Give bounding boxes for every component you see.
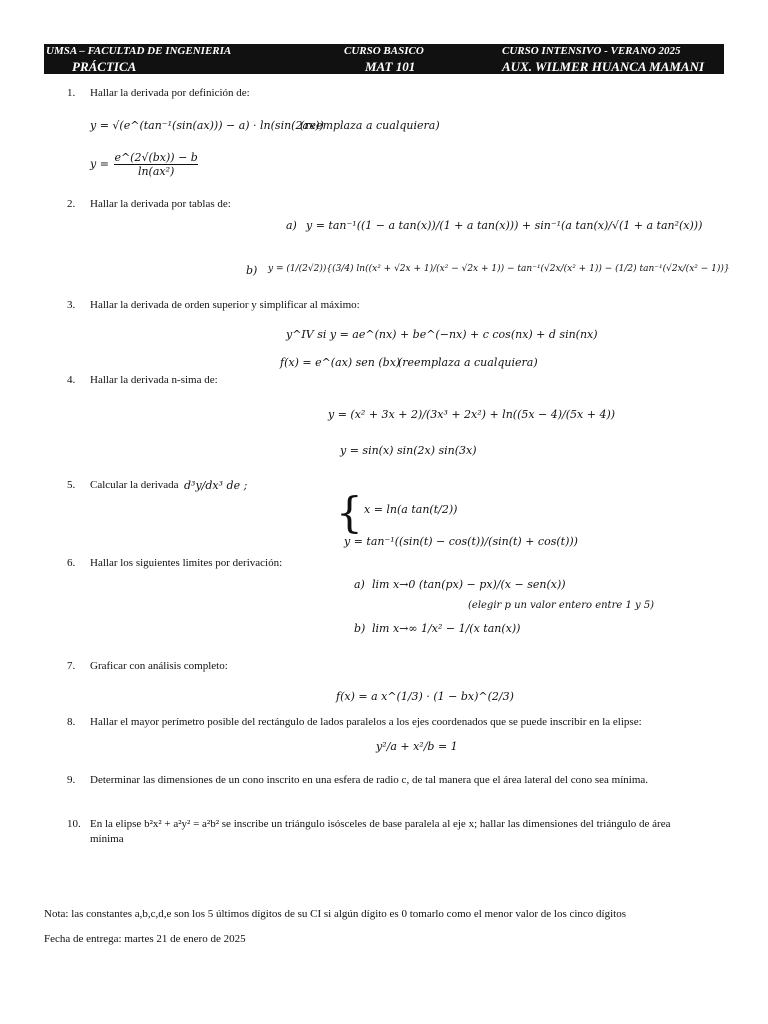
header-faculty: UMSA – FACULTAD DE INGENIERIA [46,45,232,57]
math-p6b-label: b) [354,622,366,635]
problem-number: 10. [67,818,81,830]
problem-number: 8. [67,716,76,728]
problem-statement: Hallar la derivada por definición de: [90,87,250,99]
problem-number: 5. [67,479,76,491]
math-p6a-note: (elegir p un valor entero entre 1 y 5) [468,600,655,611]
math-p4a: y = (x² + 3x + 2)/(3x³ + 2x²) + ln((5x − 4)/(5x + 4)) [328,408,616,421]
header-term: CURSO INTENSIVO - VERANO 2025 [502,45,681,57]
header-practica: PRÁCTICA [72,59,137,74]
problem-number: 3. [67,299,76,311]
math-p2a: y = tan⁻¹((1 − a tan(x))/(1 + a tan(x))) + sin⁻¹(a tan(x)/√(1 + a tan²(x))) [306,219,703,232]
header-course-code: MAT 101 [365,59,416,74]
math-p6a-label: a) [354,578,365,591]
math-p1b-fraction [114,151,197,178]
problem-statement: Hallar los siguientes limites por derivación: [90,557,283,569]
math-p2b-label: b) [246,264,258,277]
problem-number: 2. [67,198,76,210]
problem-statement: Hallar la derivada por tablas de: [90,198,231,210]
problem-statement: Graficar con análisis completo: [90,660,228,672]
math-p1a-note: (reemplaza a cualquiera) [300,119,440,132]
problem-number: 4. [67,374,76,386]
problem-number: 9. [67,774,76,786]
problem-statement-continuation: mínima [90,833,124,845]
math-p8: y²/a + x²/b = 1 [376,740,458,753]
problem-number: 1. [67,87,76,99]
problem-number: 7. [67,660,76,672]
math-p5b: y = tan⁻¹((sin(t) − cos(t))/(sin(t) + cos(t))) [344,535,578,548]
problem-statement: Hallar la derivada n-sima de: [90,374,218,386]
math-p1b-lhs: y = [90,157,109,171]
math-p1b-denominator: ln(ax²) [114,164,197,178]
footer-due-date: Fecha de entrega: martes 21 de enero de 2025 [44,933,246,945]
math-p3b: f(x) = e^(ax) sen (bx) [280,356,401,369]
header-author: AUX. WILMER HUANCA MAMANI [502,59,705,74]
math-p6b: lim x→∞ 1/x² − 1/(x tan(x)) [372,622,521,635]
system-brace: { [336,488,363,537]
problem-statement: Hallar la derivada de orden superior y simplificar al máximo: [90,299,360,311]
math-p3a: y^IV si y = ae^(nx) + be^(−nx) + c cos(nx) + d sin(nx) [286,328,598,341]
math-p3b-note: (reemplaza a cualquiera) [398,356,538,369]
footer-note: Nota: las constantes a,b,c,d,e son los 5 últimos dígitos de su CI si algún dígito es 0 tomarlo como el menor valor de los cinco dígitos [44,908,627,920]
math-p1b-numerator: e^(2√(bx)) − b [114,151,198,164]
math-p1a: y = √(e^(tan⁻¹(sin(ax))) − a) · ln(sin(2ax)) [90,119,324,132]
problem-statement: Determinar las dimensiones de un cono inscrito en una esfera de radio c, de tal manera que el área lateral del cono sea mínima. [90,774,649,786]
problem-statement: Hallar el mayor perímetro posible del rectángulo de lados paralelos a los ejes coordenados que se puede inscribir en la elipse: [90,716,642,728]
header-band [44,44,724,74]
math-p5a: x = ln(a tan(t/2)) [364,503,458,516]
header-course: CURSO BASICO [344,45,424,57]
problem-statement: En la elipse b²x² + a²y² = a²b² se inscribe un triángulo isósceles de base paralela al eje x; hallar las dimensiones del triángulo de área [90,818,671,830]
math-p4b: y = sin(x) sin(2x) sin(3x) [340,444,477,457]
math-p2a-label: a) [286,219,297,232]
math-p6a: lim x→0 (tan(px) − px)/(x − sen(x)) [372,578,566,591]
math-p5-derivative: d³y/dx³ de ; [184,479,248,492]
problem-number: 6. [67,557,76,569]
math-p1b [90,151,200,178]
problem-statement: Calcular la derivada [90,479,179,491]
math-p7: f(x) = a x^(1/3) · (1 − bx)^(2/3) [336,690,514,703]
math-p2b: y = (1/(2√2)){(3/4) ln((x² + √2x + 1)/(x² − √2x + 1)) − tan⁻¹(√2x/(x² + 1)) − (1/2) tan⁻¹(√2x/(x² − 1))} [268,264,730,274]
